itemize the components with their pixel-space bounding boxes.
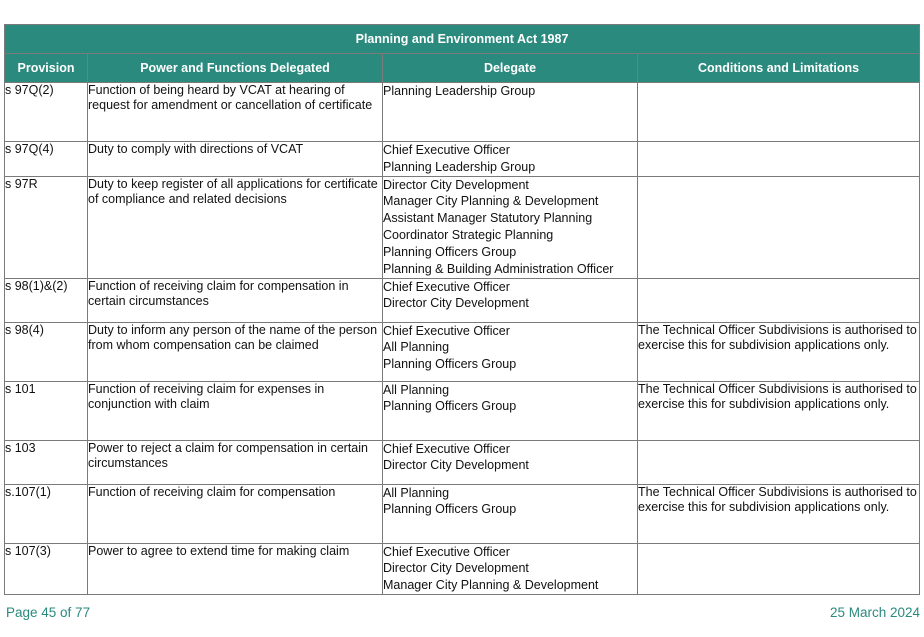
table-title: Planning and Environment Act 1987 <box>5 25 920 54</box>
document-date: 25 March 2024 <box>829 605 920 620</box>
delegate-cell <box>383 440 638 484</box>
delegate-item: Coordinator Strategic Planning <box>383 227 554 242</box>
delegate-cell <box>383 142 638 177</box>
delegate-item: Chief Executive Officer <box>383 323 510 338</box>
table-row <box>5 440 920 484</box>
delegate-item: Director City Development <box>383 458 529 473</box>
function-cell: Function of being heard by VCAT at hearing of request for amendment or cancellation of certificate <box>88 83 383 142</box>
delegate-item: Planning & Building Administration Officer <box>383 261 614 276</box>
function-cell: Function of receiving claim for compensation in certain circumstances <box>88 278 383 322</box>
conditions-cell <box>638 142 920 177</box>
delegate-item: Planning Officers Group <box>383 399 517 414</box>
provision-cell: s 97Q(2) <box>5 83 88 142</box>
table-row <box>5 322 920 381</box>
delegate-item: Planning Leadership Group <box>383 159 536 174</box>
table-body <box>5 83 920 595</box>
delegate-item: All Planning <box>383 340 450 355</box>
delegate-item: Assistant Manager Statutory Planning <box>383 211 593 226</box>
delegate-item: Planning Officers Group <box>383 244 517 259</box>
delegate-item: Planning Officers Group <box>383 357 517 372</box>
delegate-item: Chief Executive Officer <box>383 143 510 157</box>
delegate-item: All Planning <box>383 485 450 500</box>
conditions-cell: The Technical Officer Subdivisions is authorised to exercise this for subdivision applications only. <box>638 381 920 440</box>
function-cell: Function of receiving claim for expenses in conjunction with claim <box>88 381 383 440</box>
delegate-cell <box>383 543 638 594</box>
function-cell: Duty to comply with directions of VCAT <box>88 142 383 177</box>
delegate-item: Planning Officers Group <box>383 502 517 517</box>
provision-cell: s 103 <box>5 440 88 484</box>
header-powers: Power and Functions Delegated <box>88 54 383 83</box>
provision-cell: s 97Q(4) <box>5 142 88 177</box>
delegation-table <box>4 24 920 595</box>
function-cell: Power to reject a claim for compensation in certain circumstances <box>88 440 383 484</box>
function-cell: Duty to keep register of all applications for certificate of compliance and related decisions <box>88 176 383 278</box>
provision-cell: s 101 <box>5 381 88 440</box>
delegate-cell <box>383 278 638 322</box>
table-row <box>5 484 920 543</box>
delegate-cell <box>383 381 638 440</box>
delegate-item: Director City Development <box>383 561 529 576</box>
table-row <box>5 142 920 177</box>
provision-cell: s 107(3) <box>5 543 88 594</box>
provision-cell: s 98(4) <box>5 322 88 381</box>
header-conditions: Conditions and Limitations <box>638 54 920 83</box>
conditions-cell <box>638 440 920 484</box>
delegate-item: Manager City Planning & Development <box>383 194 599 209</box>
provision-cell: s 97R <box>5 176 88 278</box>
conditions-cell <box>638 83 920 142</box>
page-number: Page 45 of 77 <box>6 605 91 620</box>
delegate-item: Director City Development <box>383 296 529 311</box>
table-row <box>5 83 920 142</box>
table-row <box>5 176 920 278</box>
delegate-cell <box>383 83 638 142</box>
delegate-cell <box>383 176 638 278</box>
header-provision: Provision <box>5 54 88 83</box>
table-row <box>5 381 920 440</box>
delegate-item: Planning Leadership Group <box>383 84 536 98</box>
delegate-item: Chief Executive Officer <box>383 279 510 294</box>
function-cell: Duty to inform any person of the name of the person from whom compensation can be claimed <box>88 322 383 381</box>
function-cell: Power to agree to extend time for making claim <box>88 543 383 594</box>
conditions-cell: The Technical Officer Subdivisions is authorised to exercise this for subdivision applications only. <box>638 484 920 543</box>
delegate-item: Chief Executive Officer <box>383 441 510 456</box>
conditions-cell: The Technical Officer Subdivisions is authorised to exercise this for subdivision applications only. <box>638 322 920 381</box>
provision-cell: s.107(1) <box>5 484 88 543</box>
table-row <box>5 278 920 322</box>
conditions-cell <box>638 278 920 322</box>
delegate-cell <box>383 322 638 381</box>
conditions-cell <box>638 543 920 594</box>
delegate-item: Chief Executive Officer <box>383 544 510 559</box>
provision-cell: s 98(1)&(2) <box>5 278 88 322</box>
delegate-item: Manager City Planning & Development <box>383 578 599 593</box>
table-row <box>5 543 920 594</box>
header-delegate: Delegate <box>383 54 638 83</box>
delegate-item: Director City Development <box>383 177 529 192</box>
delegate-cell <box>383 484 638 543</box>
conditions-cell <box>638 176 920 278</box>
delegate-item: All Planning <box>383 382 450 397</box>
function-cell: Function of receiving claim for compensation <box>88 484 383 543</box>
